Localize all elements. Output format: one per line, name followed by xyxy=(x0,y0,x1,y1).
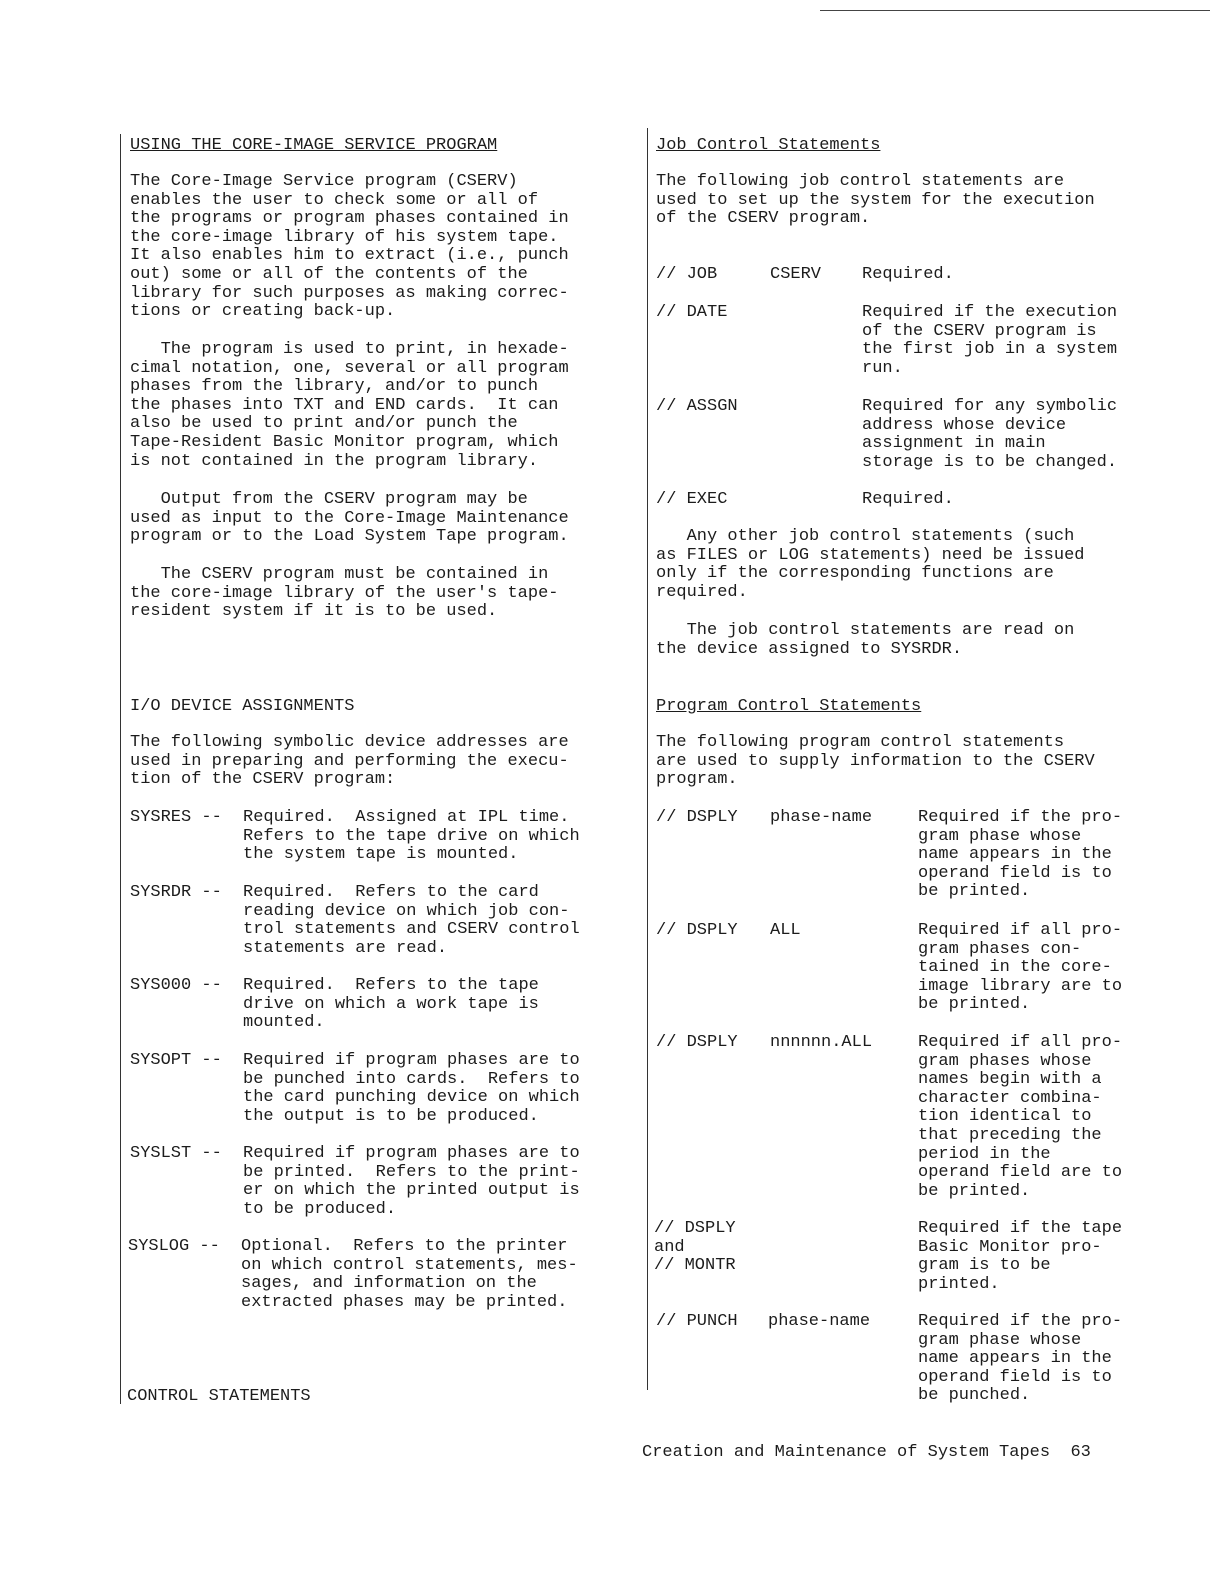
statement-code: // DSPLY xyxy=(656,808,738,827)
statement-description: Required if the execution of the CSERV program is the first job in a system run. xyxy=(862,303,1118,378)
device-description: Required if program phases are to be printed. Refers to the print- er on which the printed output is to be produced. xyxy=(243,1144,580,1219)
device-description: Required. Assigned at IPL time. Refers to the tape drive on which the system tape is mounted. xyxy=(243,808,580,865)
section-heading-using-cserv: USING THE CORE-IMAGE SERVICE PROGRAM xyxy=(130,136,498,155)
statement-description: Required if all pro- gram phases whose names begin with a character combina- tion identical to that preceding the period in the operand field are to be printed. xyxy=(918,1033,1123,1201)
device-description: Required. Refers to the tape drive on which a work tape is mounted. xyxy=(243,976,539,1033)
statement-operand: ALL xyxy=(770,921,801,940)
device-name: SYSLST -- xyxy=(130,1144,222,1163)
statement-description: Required if the pro- gram phase whose name appears in the operand field is to be printed. xyxy=(918,808,1123,902)
io-intro-paragraph: The following symbolic device addresses are used in preparing and performing the execu- tion of the CSERV program: xyxy=(130,733,569,790)
statement-description: Required if the pro- gram phase whose name appears in the operand field is to be punched. xyxy=(918,1312,1123,1406)
device-name: SYSLOG -- xyxy=(128,1237,220,1256)
statement-operand: phase-name xyxy=(768,1312,871,1331)
job-control-heading: Job Control Statements xyxy=(656,136,881,155)
device-name: SYSOPT -- xyxy=(130,1051,222,1070)
cserv-contained-paragraph: The CSERV program must be contained in the core-image library of the user's tape- resident system if it is to be used. xyxy=(130,565,559,622)
device-name: SYS000 -- xyxy=(130,976,222,995)
right-column-bar xyxy=(647,128,648,1390)
intro-paragraph: The Core-Image Service program (CSERV) enables the user to check some or all of the programs or program phases contained in the core-image library of his system tape. It also enables him to extract (i.e., punch out) some or all of the contents of the library for such purposes as making correc- tions or creating back-up. xyxy=(130,172,569,322)
statement-description: Required for any symbolic address whose device assignment in main storage is to be changed. xyxy=(862,397,1118,472)
device-description: Required. Refers to the card reading device on which job con- trol statements and CSERV control statements are read. xyxy=(243,883,580,958)
top-rule xyxy=(820,10,1210,11)
statement-code: // DSPLY xyxy=(656,1033,738,1052)
output-paragraph: Output from the CSERV program may be used as input to the Core-Image Maintenance program or to the Load System Tape program. xyxy=(130,490,569,547)
statement-code: // DSPLY xyxy=(656,921,738,940)
job-control-note-other: Any other job control statements (such as FILES or LOG statements) need be issued only if the corresponding functions are required. xyxy=(656,527,1085,602)
statement-operand: phase-name xyxy=(770,808,873,827)
statement-description: Required. xyxy=(862,490,954,509)
statement-code: // JOB xyxy=(656,265,718,284)
footer-title: Creation and Maintenance of System Tapes xyxy=(642,1443,1051,1462)
control-statements-heading: CONTROL STATEMENTS xyxy=(127,1387,311,1406)
statement-description: Required if all pro- gram phases con- tained in the core- image library are to be printed. xyxy=(918,921,1123,1015)
page-number: 63 xyxy=(1070,1443,1091,1462)
io-device-heading: I/O DEVICE ASSIGNMENTS xyxy=(130,697,355,716)
statement-description: Required. xyxy=(862,265,954,284)
statement-description: Required if the tape Basic Monitor pro- gram is to be printed. xyxy=(918,1219,1123,1294)
job-control-note-sysrdr: The job control statements are read on the device assigned to SYSRDR. xyxy=(656,621,1075,659)
statement-code: // DSPLY and // MONTR xyxy=(654,1219,736,1276)
statement-code: // DATE xyxy=(656,303,728,322)
device-description: Required if program phases are to be punched into cards. Refers to the card punching device on which the output is to be produced. xyxy=(243,1051,580,1126)
statement-code: // EXEC xyxy=(656,490,728,509)
statement-operand: CSERV xyxy=(770,265,822,284)
statement-code: // ASSGN xyxy=(656,397,738,416)
program-control-heading: Program Control Statements xyxy=(656,697,922,716)
left-column-bar xyxy=(120,134,121,1404)
right-column xyxy=(654,136,1156,1406)
program-use-paragraph: The program is used to print, in hexade- cimal notation, one, several or all program phases from the library, and/or to punch the phases into TXT and END cards. It can also be used to print and/or punch the Tape-Resident Basic Monitor program, which is not contained in the program library. xyxy=(130,340,569,471)
device-description: Optional. Refers to the printer on which control statements, mes- sages, and information on the extracted phases may be printed. xyxy=(241,1237,578,1312)
device-name: SYSRES -- xyxy=(130,808,222,827)
job-control-intro: The following job control statements are used to set up the system for the execution of the CSERV program. xyxy=(656,172,1095,229)
statement-code: // PUNCH xyxy=(656,1312,738,1331)
page-footer xyxy=(642,1443,1091,1462)
program-control-intro: The following program control statements are used to supply information to the CSERV program. xyxy=(656,733,1095,790)
device-name: SYSRDR -- xyxy=(130,883,222,902)
left-column xyxy=(127,136,630,1406)
statement-operand: nnnnnn.ALL xyxy=(770,1033,873,1052)
